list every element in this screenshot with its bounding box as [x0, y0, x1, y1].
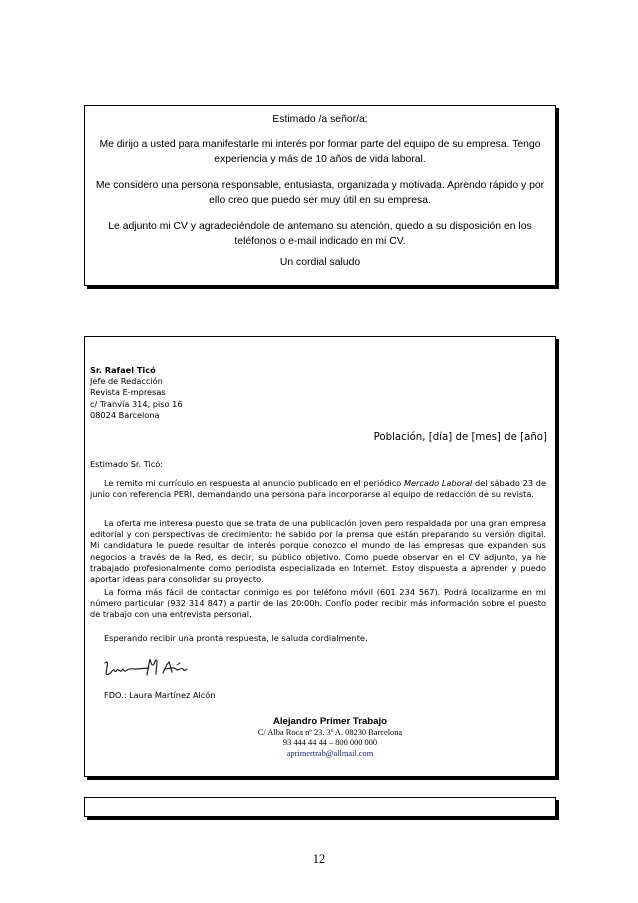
handwritten-signature: [101, 655, 191, 681]
sender-phones: 93 444 44 44 – 800 000 000: [282, 738, 378, 748]
newspaper-name: Mercado Laboral: [403, 478, 473, 488]
para2-text: La oferta me interesa puesto que se trata de una publicación joven pero respaldada por una gran empresa editorial y con perspectivas de crecimiento: he sabido por la prensa que están preparando su versión digital. Mi candidatura le puede resultar de interés porque conozco el mundo de las empresas que expanden sus negocios a través de la Red, es decir, su público objetivo. Como puede observar en el CV adjunto, ya he trabajado profesionalmente como periodista especializada en Internet. Estoy dispuesta a aprender y puedo aportar ideas para consolidar su proyecto.: [90, 518, 546, 585]
letter1-paragraph: Me considero una persona responsable, entusiasta, organizada y motivada. Aprendo rápido y por ello creo que puedo ser muy útil en su empresa.: [95, 180, 545, 206]
body-paragraph-1: [90, 478, 546, 500]
page-number: 12: [312, 852, 326, 866]
sender-address: C/ Alba Roca nº 23. 3º A. 08230 Barcelona: [257, 728, 403, 737]
sender-email[interactable]: aprimertrab@allmail.com: [286, 748, 374, 758]
sender-block: [235, 716, 425, 759]
date-line: Población, [día] de [mes] de [año]: [373, 432, 547, 443]
recipient-address: [90, 365, 183, 421]
letter1-greeting: Estimado /a señor/a:: [272, 114, 368, 125]
recipient-name: Sr. Rafael Ticó: [90, 365, 156, 375]
recipient-company: Revista E-mpresas: [90, 387, 166, 398]
recipient-title: Jefe de Redacción: [90, 376, 163, 387]
empty-box: [84, 797, 556, 817]
letter-box-2: [84, 336, 556, 777]
letter1-paragraph: Me dirijo a usted para manifestarle mi interés por formar parte del equipo de su empresa. Tengo experiencia y más de 10 años de vida laboral.: [99, 139, 541, 165]
recipient-street: c/ Tranvía 314, piso 16: [90, 398, 183, 409]
letter-box-1: [84, 105, 556, 286]
recipient-city: 08024 Barcelona: [90, 409, 160, 420]
salutation: Estimado Sr. Ticó:: [90, 459, 164, 469]
letter1-closing: Un cordial saludo: [279, 257, 361, 268]
signed-by: FDO.: Laura Martínez Alcón: [104, 690, 216, 700]
para1-text: Le remito mi currículo en respuesta al anuncio publicado en el periódico: [104, 478, 404, 488]
letter1-paragraph: Le adjunto mi CV y agradeciéndole de antemano su atención, quedo a su disposición en los teléfonos o e-mail indicado en mi CV.: [108, 221, 532, 247]
body-paragraph-2: [90, 518, 546, 585]
body-paragraph-3: [90, 587, 546, 621]
sender-name: Alejandro Primer Trabajo: [272, 716, 388, 727]
closing-line: Esperando recibir una pronta respuesta, le saluda cordialmente.: [104, 633, 368, 643]
para3-text: La forma más fácil de contactar conmigo es por teléfono móvil (601 234 567). Podrá localizarme en mi número particular (932 314 847) a partir de las 20:00h. Confío poder recibir más información sobre el puesto de trabajo con una entrevista personal.: [90, 587, 546, 620]
para1-text-end: del sábado 23 de junio con referencia PERI, demandando una persona para incorporarse al equipo de redacción de su revista.: [90, 478, 546, 500]
